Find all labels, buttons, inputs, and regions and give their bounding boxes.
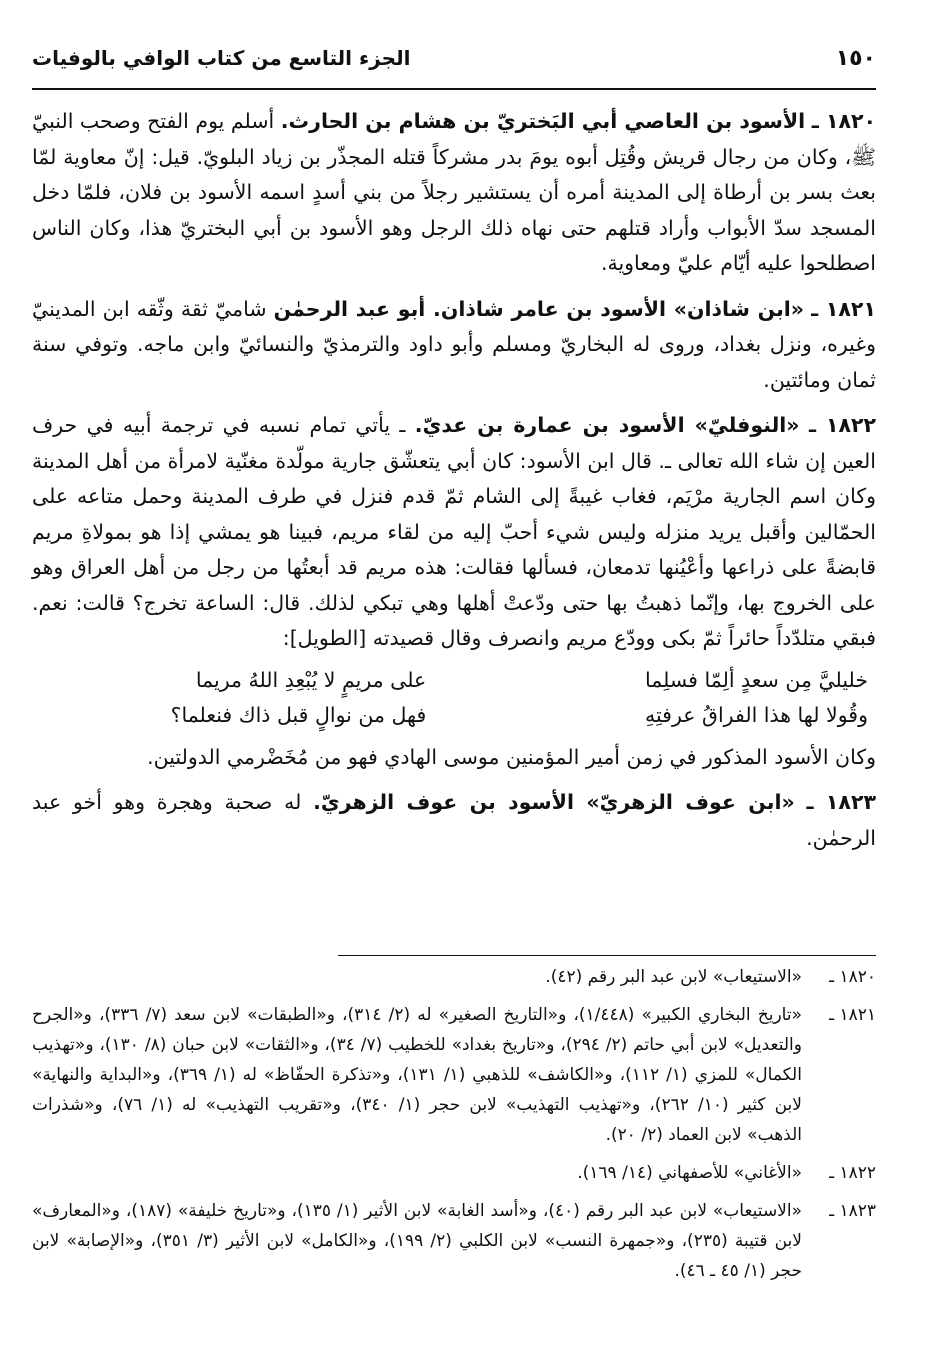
main-text [32, 104, 876, 866]
footnote-text: «الأغاني» للأصفهاني (١٤/ ١٦٩). [577, 1163, 802, 1183]
footnote [32, 962, 876, 992]
page-header [32, 42, 876, 82]
header-rule [32, 88, 876, 90]
footnote-number: ١٨٢٢ ـ [829, 1163, 876, 1183]
entry-number: ١٨٢٣ ـ [806, 790, 876, 814]
entry-1822 [32, 408, 876, 657]
footnote-number: ١٨٢٠ ـ [829, 967, 876, 987]
footnote [32, 1196, 876, 1286]
entry-1821 [32, 292, 876, 399]
footnote [32, 1158, 876, 1188]
entry-number: ١٨٢١ ـ [811, 296, 876, 321]
footnote-rule [338, 955, 876, 956]
footnote-number: ١٨٢١ ـ [829, 1005, 876, 1025]
entry-number: ١٨٢٢ ـ [808, 413, 876, 437]
footnote-text: «تاريخ البخاري الكبير» (١/٤٤٨)، و«التاريخ الصغير» له (٢/ ٣١٤)، و«الطبقات» لابن سعد (٧/ ٣٣٦)، و«الجرح والتعديل» لابن أبي حاتم (٢/ ٢٩٤)، و«تاريخ بغداد» للخطيب (٧/ ٣٤)، و«الثقات» لابن حبان (٨/ ١٣٠)، و«تهذيب الكمال» للمزي (١/ ١١٢)، و«الكاشف» للذهبي (١/ ١٣١)، و«تذكرة الحفّاظ» له (١/ ٣٦٩)، و«البداية والنهاية» لابن كثير (١٠/ ٢٦٢)، و«تهذيب التهذيب» لابن حجر (١/ ٣٤٠)، و«تقريب التهذيب» له (١/ ٧٦)، و«شذرات الذهب» لابن العماد (٢/ ٢٠). [32, 1005, 802, 1145]
footnote [32, 1000, 876, 1150]
verse-second-hemistich: فهل من نوالٍ قبل ذاك فنعلما؟ [170, 703, 427, 727]
entry-1820 [32, 104, 876, 282]
entry-heading: «النوفليّ» الأسود بن عمارة بن عديّ. [414, 413, 800, 437]
poem [32, 663, 876, 734]
footnote-text: «الاستيعاب» لابن عبد البر رقم (٤٢). [545, 967, 802, 987]
running-title: الجزء التاسع من كتاب الوافي بالوفيات [32, 46, 411, 70]
verse-first-hemistich: خليليَّ مِن سعدٍ ألِمّا فسلِما [644, 667, 868, 692]
entry-continuation: وكان الأسود المذكور في زمن أمير المؤمنين موسى الهادي فهو من مُخَضْرمي الدولتين. [147, 744, 876, 769]
page-number: ١٥٠ [835, 46, 876, 71]
footnote-number: ١٨٢٣ ـ [829, 1201, 876, 1221]
verse-second-hemistich: على مريمٍ لا يُبْعِدِ اللهُ مريما [195, 667, 427, 692]
entry-body: شاميّ ثقة وثّقه ابن المدينيّ وغيره، ونزل بغداد، وروى له البخاريّ ومسلم وأبو داود والترمذيّ والنسائيّ وابن ماجه. وتوفي سنة ثمان ومائتين. [32, 296, 876, 392]
entry-heading: الأسود بن العاصي أبي البَختريّ بن هشام بن الحارث. [280, 109, 806, 133]
entry-1823 [32, 785, 876, 856]
entry-body: له صحبة وهجرة وهو أخو عبد الرحمٰن. [32, 790, 876, 850]
entry-body: أسلم يوم الفتح وصحب النبيّ ﷺ، وكان من رجال قريش وقُتِل أبوه يومَ بدر مشركاً قتله المجذّر بن زياد البلويّ. قيل: إنّ معاوية لمّا بعث بسر بن أرطاة إلى المدينة أمره أن يستشير رجلاً من بني أسدٍ اسمه الأسود بن فلان، فلمّا دخل المسجد سدّ الأبواب وأراد قتلهم حتى نهاه ذلك الرجل وهو الأسود بن أبي البختريّ هذا، وكان الناس اصطلحوا عليه أيّام عليّ ومعاوية. [32, 109, 876, 275]
poem-verse [32, 663, 876, 699]
entry-heading: «ابن شاذان» الأسود بن عامر شاذان. أبو عبد الرحمٰن [273, 296, 805, 321]
footnotes [32, 962, 876, 1294]
entry-number: ١٨٢٠ ـ [811, 109, 876, 133]
footnote-text: «الاستيعاب» لابن عبد البر رقم (٤٠)، و«أسد الغابة» لابن الأثير (١/ ١٣٥)، و«تاريخ خليفة» (١٨٧)، و«المعارف» لابن قتيبة (٢٣٥)، و«جمهرة النسب» لابن الكلبي (٢/ ١٩٩)، و«الكامل» لابن الأثير (٣/ ٣٥١)، و«الإصابة» لابن حجر (١/ ٤٥ ـ ٤٦). [32, 1201, 803, 1281]
verse-first-hemistich: وقُولا لها هذا الفراقُ عرفتِهِ [645, 703, 868, 727]
poem-verse [32, 698, 876, 734]
entry-body: ـ يأتي تمام نسبه في ترجمة أبيه في حرف العين إن شاء الله تعالى ـ. قال ابن الأسود: كان أبي يتعشّق جارية مولّدة مغنّية لامرأة من أهل المدينة وكان اسم الجارية مرْيَم، فغاب غيبةً إلى الشام ثمّ قدم فنزل في طرف المدينة وحمل متاعه على الحمّالين وأقبل يريد منزله وليس شيء أحبّ إليه من لقاء مريم، فبينا هو يمشي إذا هو بمولاةِ مريم قابضةً على ذراعها وأعْيُنها تدمعان، فسألها فقالت: هذه مريم قد أبعتُها من رجل من أهل العراق وهو على الخروج بها، وإنّما ذهبتُ بها حتى ودّعتْ أهلها وهي تبكي لذلك. قال: الساعة تخرج؟ قالت: نعم. فبقي متلدّداً حائراً ثمّ بكى وودّع مريم وانصرف وقال قصيدته [الطويل]: [32, 413, 876, 650]
entry-heading: «ابن عوف الزهريّ» الأسود بن عوف الزهريّ. [313, 790, 795, 814]
